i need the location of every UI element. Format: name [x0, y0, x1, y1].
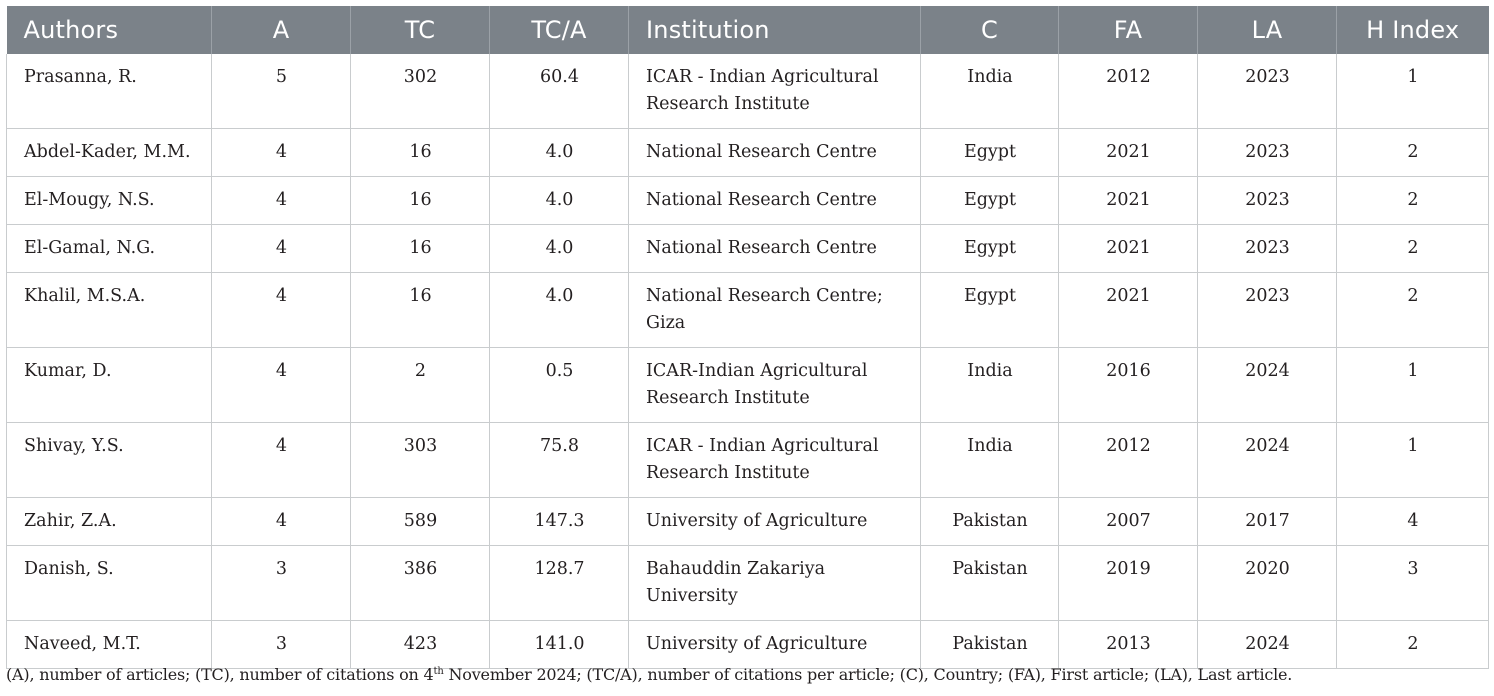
- cell-first-article: 2021: [1059, 225, 1198, 273]
- institution-line-2: Giza: [646, 313, 686, 333]
- cell-citations: 2: [351, 348, 490, 423]
- cell-h-index: 2: [1337, 129, 1489, 177]
- cell-country: Pakistan: [921, 498, 1059, 546]
- cell-author: El-Mougy, N.S.: [7, 177, 212, 225]
- header-authors: Authors: [7, 6, 212, 54]
- cell-h-index: 3: [1337, 546, 1489, 621]
- cell-citations: 16: [351, 177, 490, 225]
- cell-country: India: [921, 54, 1059, 129]
- cell-country: Egypt: [921, 177, 1059, 225]
- cell-last-article: 2023: [1198, 273, 1337, 348]
- cell-last-article: 2024: [1198, 423, 1337, 498]
- footnote-superscript: th: [433, 666, 444, 677]
- table-row: [7, 273, 1489, 348]
- cell-citations: 16: [351, 225, 490, 273]
- cell-first-article: 2012: [1059, 54, 1198, 129]
- cell-last-article: 2023: [1198, 54, 1337, 129]
- cell-articles: 4: [212, 348, 351, 423]
- cell-author: Khalil, M.S.A.: [7, 273, 212, 348]
- cell-articles: 4: [212, 177, 351, 225]
- cell-citations-per-article: 0.5: [490, 348, 629, 423]
- header-first-article: FA: [1059, 6, 1198, 54]
- cell-articles: 4: [212, 129, 351, 177]
- institution-line-1: ICAR-Indian Agricultural: [646, 361, 868, 381]
- footnote-text-start: (A), number of articles; (TC), number of citations on 4: [6, 665, 434, 684]
- cell-institution: National Research Centre: [629, 177, 921, 225]
- authors-table: [6, 6, 1489, 669]
- footnote-text-end: November 2024; (TC/A), number of citations per article; (C), Country; (FA), First article; (LA), Last article.: [443, 665, 1293, 684]
- cell-country: Egypt: [921, 273, 1059, 348]
- cell-institution: University of Agriculture: [629, 621, 921, 669]
- cell-first-article: 2013: [1059, 621, 1198, 669]
- cell-country: India: [921, 423, 1059, 498]
- cell-author: Naveed, M.T.: [7, 621, 212, 669]
- cell-institution: [629, 348, 921, 423]
- institution-line-2: University: [646, 586, 738, 606]
- table-row: [7, 129, 1489, 177]
- institution-line-1: ICAR - Indian Agricultural: [646, 436, 879, 456]
- cell-institution: [629, 273, 921, 348]
- table-row: [7, 348, 1489, 423]
- cell-h-index: 2: [1337, 273, 1489, 348]
- table-row: [7, 177, 1489, 225]
- cell-first-article: 2021: [1059, 273, 1198, 348]
- table-row: [7, 498, 1489, 546]
- header-citations-per-article: TC/A: [490, 6, 629, 54]
- cell-first-article: 2021: [1059, 129, 1198, 177]
- institution-line-2: Research Institute: [646, 94, 810, 114]
- cell-h-index: 1: [1337, 54, 1489, 129]
- cell-citations-per-article: 4.0: [490, 273, 629, 348]
- institution-line-2: Research Institute: [646, 463, 810, 483]
- table-footnote: [6, 665, 1292, 684]
- cell-articles: 3: [212, 621, 351, 669]
- cell-last-article: 2024: [1198, 621, 1337, 669]
- cell-citations: 386: [351, 546, 490, 621]
- cell-last-article: 2024: [1198, 348, 1337, 423]
- cell-institution: [629, 54, 921, 129]
- cell-h-index: 4: [1337, 498, 1489, 546]
- cell-citations-per-article: 4.0: [490, 225, 629, 273]
- cell-h-index: 2: [1337, 621, 1489, 669]
- cell-author: Abdel-Kader, M.M.: [7, 129, 212, 177]
- cell-articles: 4: [212, 225, 351, 273]
- cell-articles: 4: [212, 273, 351, 348]
- cell-articles: 3: [212, 546, 351, 621]
- cell-citations: 589: [351, 498, 490, 546]
- institution-line-1: ICAR - Indian Agricultural: [646, 67, 879, 87]
- cell-author: Zahir, Z.A.: [7, 498, 212, 546]
- cell-last-article: 2017: [1198, 498, 1337, 546]
- cell-author: Danish, S.: [7, 546, 212, 621]
- cell-last-article: 2023: [1198, 129, 1337, 177]
- cell-last-article: 2023: [1198, 225, 1337, 273]
- cell-citations-per-article: 141.0: [490, 621, 629, 669]
- cell-h-index: 1: [1337, 348, 1489, 423]
- cell-author: El-Gamal, N.G.: [7, 225, 212, 273]
- header-citations: TC: [351, 6, 490, 54]
- table-row: [7, 423, 1489, 498]
- table-row: [7, 621, 1489, 669]
- cell-articles: 4: [212, 498, 351, 546]
- cell-h-index: 2: [1337, 225, 1489, 273]
- cell-author: Shivay, Y.S.: [7, 423, 212, 498]
- cell-articles: 5: [212, 54, 351, 129]
- cell-first-article: 2019: [1059, 546, 1198, 621]
- cell-citations-per-article: 128.7: [490, 546, 629, 621]
- cell-citations: 16: [351, 273, 490, 348]
- cell-last-article: 2023: [1198, 177, 1337, 225]
- institution-line-1: National Research Centre;: [646, 286, 883, 306]
- cell-citations-per-article: 4.0: [490, 129, 629, 177]
- cell-institution: [629, 423, 921, 498]
- cell-first-article: 2007: [1059, 498, 1198, 546]
- header-country: C: [921, 6, 1059, 54]
- cell-first-article: 2012: [1059, 423, 1198, 498]
- cell-first-article: 2021: [1059, 177, 1198, 225]
- cell-country: Egypt: [921, 225, 1059, 273]
- cell-citations: 303: [351, 423, 490, 498]
- table-row: [7, 225, 1489, 273]
- cell-first-article: 2016: [1059, 348, 1198, 423]
- table-row: [7, 546, 1489, 621]
- cell-institution: [629, 546, 921, 621]
- cell-articles: 4: [212, 423, 351, 498]
- cell-country: India: [921, 348, 1059, 423]
- institution-line-2: Research Institute: [646, 388, 810, 408]
- header-articles: A: [212, 6, 351, 54]
- cell-institution: National Research Centre: [629, 129, 921, 177]
- cell-country: Pakistan: [921, 621, 1059, 669]
- cell-citations-per-article: 4.0: [490, 177, 629, 225]
- cell-h-index: 1: [1337, 423, 1489, 498]
- cell-institution: University of Agriculture: [629, 498, 921, 546]
- header-last-article: LA: [1198, 6, 1337, 54]
- cell-author: Kumar, D.: [7, 348, 212, 423]
- data-table-container: [6, 6, 1488, 669]
- cell-author: Prasanna, R.: [7, 54, 212, 129]
- table-row: [7, 54, 1489, 129]
- cell-citations-per-article: 75.8: [490, 423, 629, 498]
- cell-citations: 16: [351, 129, 490, 177]
- header-institution: Institution: [629, 6, 921, 54]
- institution-line-1: Bahauddin Zakariya: [646, 559, 826, 579]
- cell-country: Pakistan: [921, 546, 1059, 621]
- cell-citations: 302: [351, 54, 490, 129]
- cell-h-index: 2: [1337, 177, 1489, 225]
- cell-citations-per-article: 60.4: [490, 54, 629, 129]
- cell-institution: National Research Centre: [629, 225, 921, 273]
- cell-last-article: 2020: [1198, 546, 1337, 621]
- header-row: [7, 6, 1489, 54]
- cell-country: Egypt: [921, 129, 1059, 177]
- cell-citations-per-article: 147.3: [490, 498, 629, 546]
- cell-citations: 423: [351, 621, 490, 669]
- header-h-index: H Index: [1337, 6, 1489, 54]
